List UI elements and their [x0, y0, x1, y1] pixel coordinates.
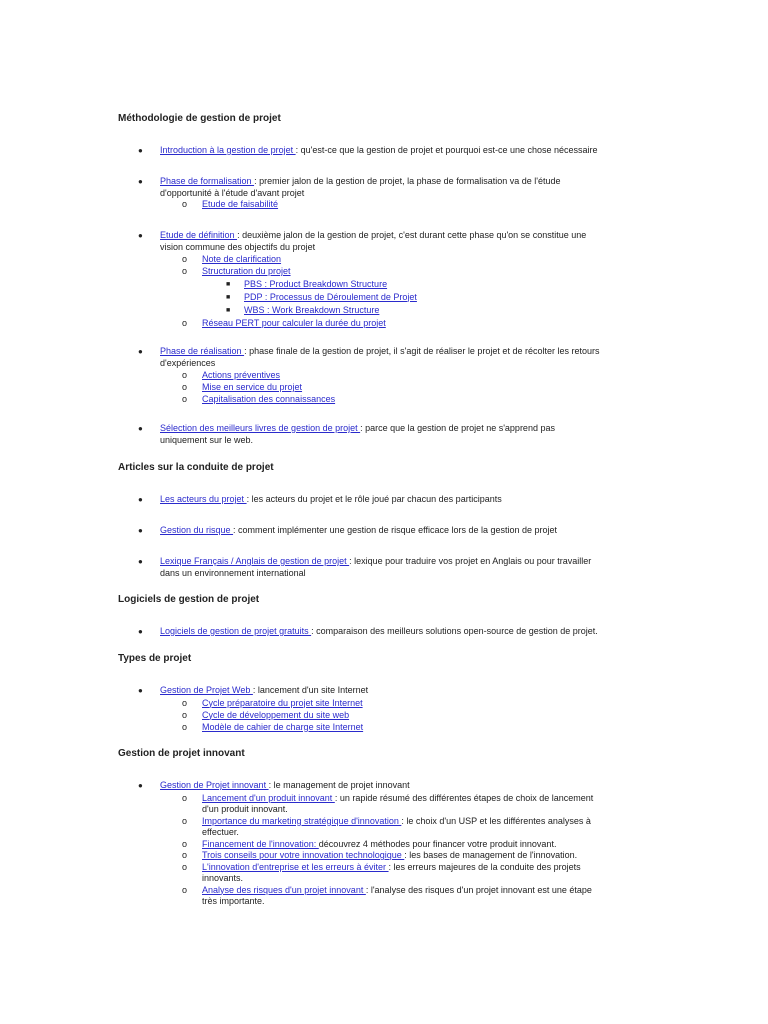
bullet-icon: ● [138, 424, 143, 433]
circle-bullet-icon: o [182, 199, 188, 209]
link-definition[interactable]: Etude de définition [160, 230, 238, 240]
item-description: d'un produit innovant. [202, 804, 288, 814]
circle-bullet-icon: o [182, 370, 188, 380]
circle-bullet-icon: o [182, 815, 188, 826]
circle-bullet-icon: o [182, 253, 188, 264]
item-description: très importante. [202, 896, 265, 906]
list-item [118, 346, 658, 406]
circle-bullet-icon: o [182, 884, 188, 895]
link-projet-innovant[interactable]: Gestion de Projet innovant [160, 780, 269, 790]
list-item [118, 685, 658, 733]
link-lexique[interactable]: Lexique Français / Anglais de gestion de projet [160, 556, 350, 566]
bullet-icon: ● [138, 781, 143, 790]
bullet-icon: ● [138, 557, 143, 566]
link-acteurs[interactable]: Les acteurs du projet [160, 494, 247, 504]
circle-bullet-icon: o [182, 266, 188, 276]
link-analyse-risques[interactable]: Analyse des risques d'un projet innovant [202, 884, 366, 895]
list-item [118, 525, 658, 537]
list-item [118, 176, 658, 211]
item-description: : lancement d'un site Internet [252, 685, 369, 695]
circle-bullet-icon: o [182, 317, 188, 328]
item-description: : qu'est-ce que la gestion de projet et pourquoi est-ce une chose nécessaire [295, 145, 598, 155]
section-heading: Articles sur la conduite de projet [118, 462, 274, 473]
section-heading: Gestion de projet innovant [118, 748, 245, 759]
item-description: : premier jalon de la gestion de projet, la phase de formalisation va de l'étude [254, 176, 561, 186]
list-item [118, 780, 658, 908]
link-trois-conseils[interactable]: Trois conseils pour votre innovation technologique [202, 850, 405, 860]
link-risque[interactable]: Gestion du risque [160, 525, 234, 535]
link-marketing-strategique[interactable]: Importance du marketing stratégique d'innovation [202, 815, 402, 826]
link-lancement-produit[interactable]: Lancement d'un produit innovant [202, 792, 335, 803]
section-innovant [118, 748, 658, 760]
list-item [118, 626, 658, 638]
link-logiciels[interactable]: Logiciels de gestion de projet gratuits [160, 626, 312, 636]
section-logiciels [118, 594, 658, 606]
bullet-icon: ● [138, 495, 143, 504]
item-description: : comment implémenter une gestion de risque efficace lors de la gestion de projet [233, 525, 558, 535]
link-livres[interactable]: Sélection des meilleurs livres de gestion de projet [160, 423, 361, 433]
link-pdp[interactable]: PDP : Processus de Déroulement de Projet [244, 291, 417, 302]
link-introduction[interactable]: Introduction à la gestion de projet [160, 145, 296, 155]
link-cycle-developpement[interactable]: Cycle de développement du site web [202, 709, 350, 720]
bullet-icon: ● [138, 177, 143, 186]
item-description: effectuer. [202, 827, 239, 837]
section-heading: Types de projet [118, 653, 192, 664]
list-item [118, 423, 658, 446]
item-description: vision commune des objectifs du projet [160, 241, 316, 252]
item-description: dans un environnement international [160, 567, 306, 578]
section-methodologie [118, 113, 658, 125]
square-bullet-icon: ■ [226, 306, 231, 314]
list-item [118, 494, 658, 506]
link-cycle-preparatoire[interactable]: Cycle préparatoire du projet site Internet [202, 697, 363, 708]
circle-bullet-icon: o [182, 792, 188, 803]
link-note-clarification[interactable]: Note de clarification [202, 253, 282, 264]
section-heading: Logiciels de gestion de projet [118, 594, 260, 605]
bullet-icon: ● [138, 627, 143, 636]
circle-bullet-icon: o [182, 838, 188, 849]
link-faisabilite[interactable]: Etude de faisabilité [202, 199, 279, 209]
item-description: d'opportunité à l'étude d'avant projet [160, 187, 305, 198]
square-bullet-icon: ■ [226, 280, 231, 288]
link-formalisation[interactable]: Phase de formalisation [160, 176, 255, 186]
link-pert[interactable]: Réseau PERT pour calculer la durée du projet [202, 317, 386, 328]
bullet-icon: ● [138, 526, 143, 535]
list-item [118, 145, 658, 157]
circle-bullet-icon: o [182, 697, 188, 708]
section-heading: Méthodologie de gestion de projet [118, 113, 281, 124]
item-description: : les acteurs du projet et le rôle joué par chacun des participants [246, 494, 502, 504]
item-description: : les erreurs majeures de la conduite des projets [388, 861, 581, 872]
item-description: : parce que la gestion de projet ne s'apprend pas [360, 423, 555, 433]
item-description: : deuxième jalon de la gestion de projet, c'est durant cette phase qu'on se constitue une [237, 230, 587, 240]
link-mise-en-service[interactable]: Mise en service du projet [202, 382, 303, 392]
link-capitalisation[interactable]: Capitalisation des connaissances [202, 394, 336, 404]
item-description: : le management de projet innovant [268, 780, 410, 790]
item-description: : l'analyse des risques d'un projet innovant est une étape [365, 884, 592, 895]
circle-bullet-icon: o [182, 709, 188, 720]
circle-bullet-icon: o [182, 861, 188, 872]
list-item [118, 230, 658, 329]
item-description: : phase finale de la gestion de projet, il s'agit de réaliser le projet et de récolter les retours [244, 346, 600, 356]
bullet-icon: ● [138, 347, 143, 356]
item-description: : un rapide résumé des différentes étapes de choix de lancement [334, 792, 594, 803]
item-description: : le choix d'un USP et les différentes analyses à [401, 815, 591, 826]
circle-bullet-icon: o [182, 721, 188, 732]
bullet-icon: ● [138, 231, 143, 240]
square-bullet-icon: ■ [226, 293, 231, 301]
item-description: : les bases de management de l'innovation. [404, 850, 578, 860]
section-types [118, 653, 658, 665]
link-financement[interactable]: Financement de l'innovation: [202, 838, 319, 849]
link-structuration[interactable]: Structuration du projet [202, 266, 291, 276]
link-innovation-erreurs[interactable]: L'innovation d'entreprise et les erreurs à éviter [202, 861, 389, 872]
list-item [118, 556, 658, 579]
item-description: : comparaison des meilleurs solutions open-source de gestion de projet. [311, 626, 598, 636]
link-cahier-charge[interactable]: Modèle de cahier de charge site Internet [202, 721, 364, 732]
bullet-icon: ● [138, 146, 143, 155]
link-realisation[interactable]: Phase de réalisation [160, 346, 245, 356]
item-description: uniquement sur le web. [160, 434, 254, 445]
link-projet-web[interactable]: Gestion de Projet Web [160, 685, 253, 695]
item-description: d'expériences [160, 357, 216, 368]
link-wbs[interactable]: WBS : Work Breakdown Structure [244, 304, 380, 315]
link-actions-preventives[interactable]: Actions préventives [202, 370, 281, 380]
section-articles [118, 462, 658, 474]
item-description: découvrez 4 méthodes pour financer votre produit innovant. [318, 838, 557, 849]
link-pbs[interactable]: PBS : Product Breakdown Structure [244, 278, 388, 289]
bullet-icon: ● [138, 686, 143, 695]
circle-bullet-icon: o [182, 382, 188, 392]
item-description: : lexique pour traduire vos projet en Anglais ou pour travailler [349, 556, 592, 566]
circle-bullet-icon: o [182, 850, 188, 860]
circle-bullet-icon: o [182, 394, 188, 404]
item-description: innovants. [202, 873, 244, 883]
